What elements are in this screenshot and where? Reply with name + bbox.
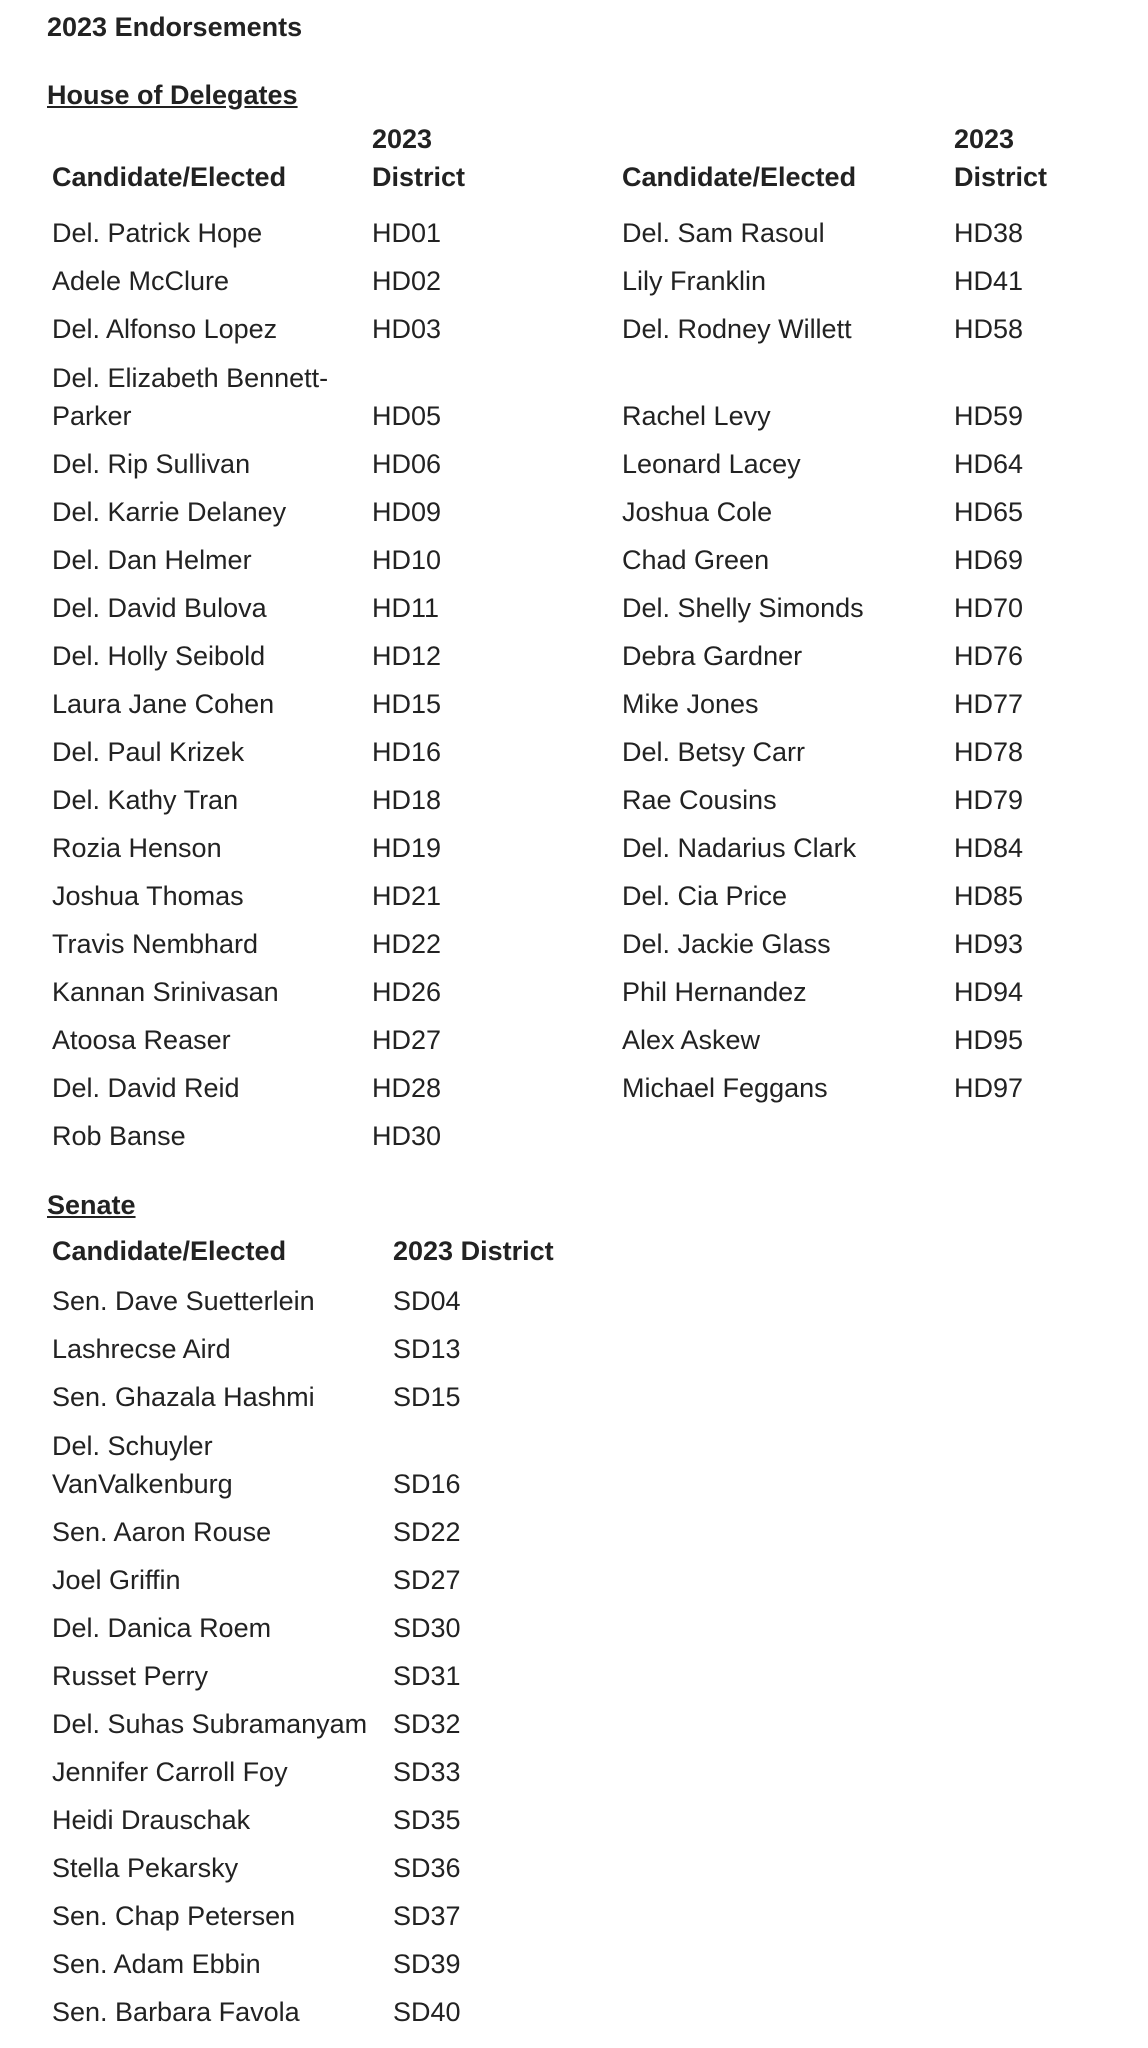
district-code: HD85: [954, 881, 1024, 911]
district-code: HD10: [372, 545, 442, 575]
candidate-name: Del. Holly Seibold: [52, 641, 266, 671]
table-row: [47, 771, 1079, 819]
candidate-name: Del. Sam Rasoul: [622, 218, 825, 248]
district-code: HD94: [954, 977, 1024, 1007]
candidate-name: Joshua Thomas: [52, 881, 244, 911]
district-code: HD27: [372, 1025, 442, 1055]
table-row: [47, 1647, 598, 1695]
house-right-candidate-header: Candidate/Elected: [622, 162, 857, 192]
table-row: [47, 204, 1079, 252]
table-row: [47, 723, 1079, 771]
candidate-name: Del. Kathy Tran: [52, 785, 239, 815]
district-code: HD70: [954, 593, 1024, 623]
candidate-name: Del. Cia Price: [622, 881, 788, 911]
district-code: HD59: [954, 401, 1024, 431]
district-code: HD97: [954, 1073, 1024, 1103]
table-row: [47, 1503, 598, 1551]
district-code: SD15: [393, 1382, 461, 1412]
candidate-name: Sen. Aaron Rouse: [52, 1517, 272, 1547]
district-code: SD22: [393, 1517, 461, 1547]
table-row: [47, 579, 1079, 627]
district-code: HD28: [372, 1073, 442, 1103]
district-code: HD58: [954, 314, 1024, 344]
house-of-delegates-heading: House of Delegates: [47, 80, 298, 110]
table-row: [47, 1272, 598, 1320]
candidate-name: Del. Dan Helmer: [52, 545, 252, 575]
candidate-name: Del. Schuyler VanValkenburg: [52, 1431, 233, 1499]
candidate-name: Del. Paul Krizek: [52, 737, 245, 767]
table-row: [47, 1695, 598, 1743]
candidate-name: Del. David Bulova: [52, 593, 267, 623]
candidate-name: Del. David Reid: [52, 1073, 240, 1103]
district-code: HD78: [954, 737, 1024, 767]
candidate-name: Del. Jackie Glass: [622, 929, 831, 959]
candidate-name: Rachel Levy: [622, 401, 771, 431]
senate-table-header-row: [47, 1230, 598, 1272]
district-code: HD01: [372, 218, 442, 248]
candidate-name: Stella Pekarsky: [52, 1853, 239, 1883]
table-row: [47, 1107, 1079, 1155]
district-code: HD41: [954, 266, 1024, 296]
candidate-name: Del. Karrie Delaney: [52, 497, 287, 527]
district-code: SD32: [393, 1709, 461, 1739]
house-table-body: [47, 204, 1079, 1155]
table-row: [47, 1887, 598, 1935]
table-row: [47, 1935, 598, 1983]
senate-candidate-header: Candidate/Elected: [52, 1236, 287, 1266]
district-code: HD38: [954, 218, 1024, 248]
candidate-name: Sen. Chap Petersen: [52, 1901, 296, 1931]
district-code: HD18: [372, 785, 442, 815]
district-code: HD05: [372, 401, 442, 431]
district-code: HD69: [954, 545, 1024, 575]
empty-cell: [617, 1107, 949, 1155]
candidate-name: Kannan Srinivasan: [52, 977, 279, 1007]
district-code: HD09: [372, 497, 442, 527]
house-left-district-header-year: 2023: [372, 124, 433, 154]
table-row: [47, 1551, 598, 1599]
table-row: [47, 675, 1079, 723]
table-row: [47, 1839, 598, 1887]
district-code: SD35: [393, 1805, 461, 1835]
candidate-name: Lily Franklin: [622, 266, 767, 296]
table-row: [47, 300, 1079, 348]
house-left-district-header: [367, 120, 617, 204]
district-code: SD37: [393, 1901, 461, 1931]
district-code: HD79: [954, 785, 1024, 815]
table-row: [47, 1416, 598, 1503]
candidate-name: Rae Cousins: [622, 785, 777, 815]
district-code: HD30: [372, 1121, 442, 1151]
table-row: [47, 1320, 598, 1368]
district-code: HD19: [372, 833, 442, 863]
house-right-district-header-year: 2023: [954, 124, 1015, 154]
candidate-name: Lashrecse Aird: [52, 1334, 231, 1364]
candidate-name: Del. Alfonso Lopez: [52, 314, 278, 344]
candidate-name: Del. Nadarius Clark: [622, 833, 857, 863]
candidate-name: Debra Gardner: [622, 641, 803, 671]
district-code: HD03: [372, 314, 442, 344]
district-code: HD11: [372, 593, 440, 623]
district-code: SD39: [393, 1949, 461, 1979]
table-row: [47, 819, 1079, 867]
table-row: [47, 627, 1079, 675]
district-code: SD30: [393, 1613, 461, 1643]
district-code: SD13: [393, 1334, 461, 1364]
candidate-name: Chad Green: [622, 545, 770, 575]
district-code: HD15: [372, 689, 442, 719]
candidate-name: Leonard Lacey: [622, 449, 801, 479]
district-code: HD21: [372, 881, 442, 911]
table-row: [47, 1743, 598, 1791]
candidate-name: Rob Banse: [52, 1121, 186, 1151]
candidate-name: Del. Betsy Carr: [622, 737, 806, 767]
district-code: HD06: [372, 449, 442, 479]
candidate-name: Heidi Drauschak: [52, 1805, 251, 1835]
house-left-candidate-header: Candidate/Elected: [52, 162, 287, 192]
district-code: HD64: [954, 449, 1024, 479]
district-code: HD95: [954, 1025, 1024, 1055]
district-code: HD76: [954, 641, 1024, 671]
candidate-name: Atoosa Reaser: [52, 1025, 231, 1055]
candidate-name: Sen. Ghazala Hashmi: [52, 1382, 315, 1412]
district-code: HD84: [954, 833, 1024, 863]
candidate-name: Laura Jane Cohen: [52, 689, 275, 719]
empty-cell: [949, 1107, 1079, 1155]
house-table-header-row: [47, 120, 1079, 204]
candidate-name: Sen. Dave Suetterlein: [52, 1286, 315, 1316]
table-row: [47, 963, 1079, 1011]
candidate-name: Rozia Henson: [52, 833, 222, 863]
candidate-name: Jennifer Carroll Foy: [52, 1757, 288, 1787]
house-left-district-header-label: District: [372, 162, 466, 192]
district-code: SD27: [393, 1565, 461, 1595]
candidate-name: Sen. Adam Ebbin: [52, 1949, 261, 1979]
candidate-name: Phil Hernandez: [622, 977, 807, 1007]
district-code: SD36: [393, 1853, 461, 1883]
district-code: SD31: [393, 1661, 461, 1691]
candidate-name: Joshua Cole: [622, 497, 773, 527]
candidate-name: Sen. Barbara Favola: [52, 1997, 300, 2027]
senate-heading: Senate: [47, 1190, 136, 1220]
table-row: [47, 531, 1079, 579]
table-row: [47, 1599, 598, 1647]
candidate-name: Russet Perry: [52, 1661, 209, 1691]
table-row: [47, 1983, 598, 2031]
senate-endorsements-table: [47, 1230, 598, 2031]
candidate-name: Del. Suhas Subramanyam: [52, 1709, 368, 1739]
table-row: [47, 867, 1079, 915]
district-code: HD22: [372, 929, 442, 959]
district-code: SD40: [393, 1997, 461, 2027]
candidate-name: Del. Elizabeth Bennett-Parker: [52, 363, 329, 431]
candidate-name: Del. Rip Sullivan: [52, 449, 251, 479]
district-code: HD16: [372, 737, 442, 767]
table-row: [47, 252, 1079, 300]
candidate-name: Del. Danica Roem: [52, 1613, 272, 1643]
district-code: HD26: [372, 977, 442, 1007]
district-code: HD12: [372, 641, 442, 671]
candidate-name: Joel Griffin: [52, 1565, 181, 1595]
candidate-name: Del. Shelly Simonds: [622, 593, 864, 623]
district-code: HD02: [372, 266, 442, 296]
candidate-name: Michael Feggans: [622, 1073, 828, 1103]
table-row: [47, 915, 1079, 963]
candidate-name: Del. Rodney Willett: [622, 314, 852, 344]
district-code: HD93: [954, 929, 1024, 959]
house-right-district-header-label: District: [954, 162, 1048, 192]
candidate-name: Mike Jones: [622, 689, 759, 719]
district-code: HD77: [954, 689, 1024, 719]
table-row: [47, 1059, 1079, 1107]
senate-district-header: 2023 District: [393, 1236, 554, 1266]
table-row: [47, 1368, 598, 1416]
house-endorsements-table: [47, 120, 1079, 1155]
table-row: [47, 1011, 1079, 1059]
district-code: SD04: [393, 1286, 461, 1316]
table-row: [47, 1791, 598, 1839]
house-right-district-header: [949, 120, 1079, 204]
candidate-name: Travis Nembhard: [52, 929, 259, 959]
district-code: HD65: [954, 497, 1024, 527]
candidate-name: Adele McClure: [52, 266, 230, 296]
district-code: SD16: [393, 1469, 461, 1499]
district-code: SD33: [393, 1757, 461, 1787]
table-row: [47, 435, 1079, 483]
table-row: [47, 348, 1079, 435]
candidate-name: Alex Askew: [622, 1025, 761, 1055]
candidate-name: Del. Patrick Hope: [52, 218, 263, 248]
table-row: [47, 483, 1079, 531]
document-title: 2023 Endorsements: [47, 12, 303, 42]
senate-table-body: [47, 1272, 598, 2031]
